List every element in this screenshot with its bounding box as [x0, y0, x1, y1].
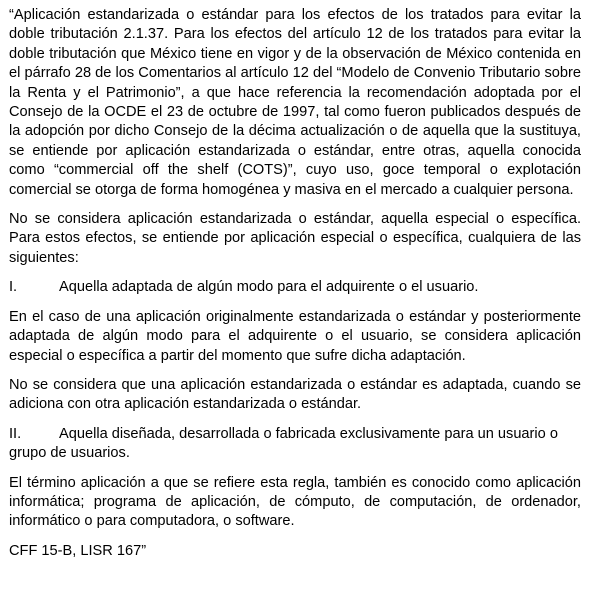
list-item-adapted — [9, 278, 581, 297]
citation: CFF 15-B, LISR 167” — [9, 542, 147, 559]
paragraph-definition: “Aplicación estandarizada o estándar para los efectos de los tratados para evitar la doble tributación 2.1.37. Para los efectos del artículo 12 de los tratados para evitar la doble tributación que México tiene en vigor y de la observación de México contenida en el párrafo 28 de los Comentarios al artículo 12 del “Modelo de Convenio Tributario sobre la Renta y el Patrimonio”, a que hace referencia la recomendación adoptada por el Consejo de la OCDE el 23 de octubre de 1997, tal como fueron publicados después de la adopción por dicho Consejo de la décima actualización o de aquella que la sustituya, se entiende por aplicación estandarizada o estándar, entre otras, aquella conocida como “commercial off the shelf (COTS)”, cuyo uso, goce temporal o explotación comercial se otorga de forma homogénea y masiva en el mercado a cualquier persona. — [9, 7, 581, 198]
list-numeral: II. — [9, 425, 22, 442]
list-item-designed — [9, 425, 581, 464]
paragraph-exclusion: No se considera aplicación estandarizada o estándar, aquella especial o específica. Para estos efectos, se entiende por aplicación especial o específica, cualquiera de las siguientes: — [9, 211, 581, 266]
paragraph-term: El término aplicación a que se refiere esta regla, también es conocido como aplicación informática; programa de aplicación, de cómputo, de computación, de ordenador, informático o para computadora, o software. — [9, 474, 581, 530]
paragraph-adaptation: En el caso de una aplicación originalmente estandarizada o estándar y posteriormente adaptada de algún modo para el adquirente o el usuario, se considera aplicación especial o específica a partir del momento que sufre dicha adaptación. — [9, 308, 581, 364]
paragraph-not-adapted: No se considera que una aplicación estandarizada o estándar es adaptada, cuando se adiciona con otra aplicación estandarizada o estándar. — [9, 376, 581, 413]
list-item-text: Aquella diseñada, desarrollada o fabricada exclusivamente para un usuario o grupo de usuarios. — [9, 425, 558, 462]
list-numeral: I. — [9, 279, 18, 296]
list-item-text: Aquella adaptada de algún modo para el adquirente o el usuario. — [59, 279, 479, 296]
